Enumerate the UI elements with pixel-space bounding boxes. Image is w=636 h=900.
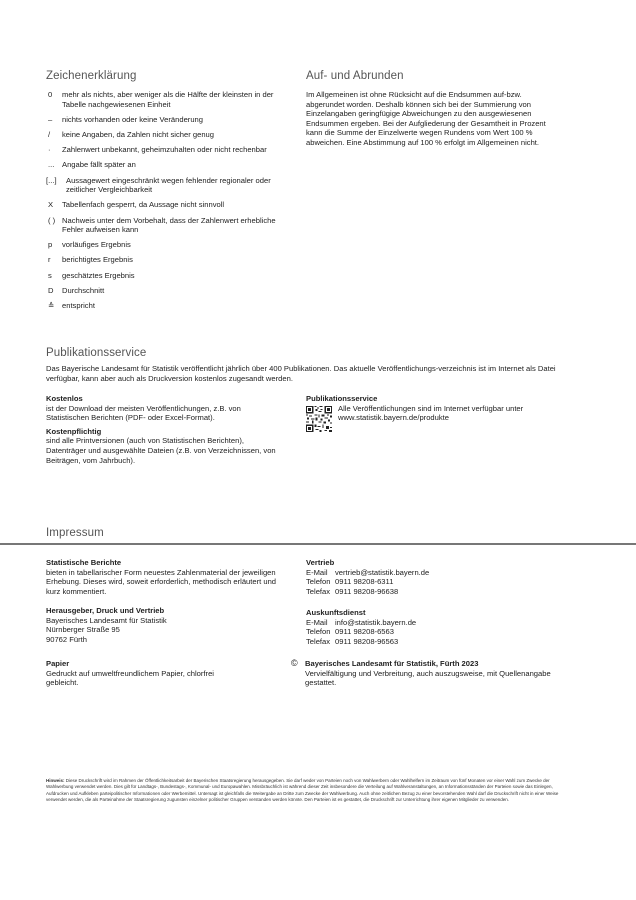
- service-link[interactable]: www.statistik.bayern.de/produkte: [338, 413, 450, 423]
- legend-description: geschätztes Ergebnis: [62, 270, 135, 280]
- legend-item: [46, 240, 296, 250]
- reports-text: bieten in tabellarischer Form neuestes Zahlenmaterial der jeweiligen Erhebung. Dieses wird, soweit erforderlich, methodisch erläutert und kurz kommentiert.: [46, 567, 277, 596]
- impressum-title: Impressum: [46, 527, 104, 539]
- publisher-line: 90762 Fürth: [46, 634, 87, 644]
- service-title: Publikationsservice: [306, 394, 378, 403]
- reports-block: [46, 558, 286, 596]
- publication-left: [46, 394, 281, 465]
- service-text: Alle Veröffentlichungen sind im Internet verfügbar unter: [338, 403, 524, 413]
- legend-description: Zahlenwert unbekannt, geheimzuhalten oder nicht rechenbar: [62, 145, 267, 155]
- legend-symbol: X: [48, 200, 54, 210]
- legend-symbol: ( ): [48, 215, 56, 225]
- legend-description: nichts vorhanden oder keine Veränderung: [62, 114, 204, 124]
- legend-list: [46, 90, 296, 311]
- legend-item: [46, 271, 296, 281]
- notice-text: Diese Druckschrift wird im Rahmen der Öffentlichkeitsarbeit der Bayerischen Staatsregierung herausgegeben. Sie darf weder von Parteien noch von Wahlwerbern oder Wahlhelfern im Zeitraum von fünf Monaten vor einer Wahl zum Zwecke der Wahlwerbung verwendet werden. Dies gilt für Landtags-, Bundestags-, Kommunal- und Europawahlen. Missbräuchlich ist während dieser Zeit insbesondere die Verteilung auf Wahlveranstaltungen, an Informationsständen der Parteien sowie das Einlegen, Aufdrucken und Aufkleben parteipolitischer Informationen oder Werbemittel. Untersagt ist gleichfalls die Weitergabe an Dritte zum Zwecke der Wahlwerbung. Auch ohne zeitlichen Bezug zu einer bevorstehenden Wahl darf die Druckschrift nicht in einer Weise verwendet werden, die als Parteinahme der Staatsregierung zugunsten einzelner politischer Gruppen verstanden werden könnte. Den Parteien ist es gestattet, die Druckschrift zur Unterrichtung ihrer eigenen Mitglieder zu verwenden.: [46, 778, 559, 802]
- sales-fax: 0911 98208-96638: [335, 586, 399, 596]
- info-email-label: E-Mail: [306, 617, 328, 627]
- legend-item: [46, 90, 296, 109]
- free-text: ist der Download der meisten Veröffentlichungen, z.B. von Statistischen Berichten (PDF- oder Excel-Format).: [46, 403, 241, 423]
- impressum-divider: [0, 543, 636, 545]
- legend-symbol: 0: [48, 90, 53, 99]
- legend-symbol: r: [48, 255, 51, 265]
- copyright-icon: ©: [291, 658, 298, 668]
- legend-item: [46, 216, 296, 235]
- legend-description: berichtigtes Ergebnis: [62, 255, 133, 265]
- notice-label: Hinweis:: [46, 778, 65, 783]
- legend-symbol: ...: [48, 160, 55, 170]
- rounding-title: Auf- und Abrunden: [306, 70, 404, 82]
- publication-section: [46, 347, 566, 383]
- rounding-text: Im Allgemeinen ist ohne Rücksicht auf die Endsummen auf-bzw. abgerundet worden. Deshalb können sich bei der Summierung von Einzelangaben geringfügige Abweichungen zu den ausgewiesenen Endsummen ergeben. Bei der Aufgliederung der Gesamtheit in Prozent kann die Summe der Einzelwerte wegen Rundens vom Wert 100 % abweichen. Eine Abstimmung auf 100 % erfolgt im Allgemeinen nicht.: [306, 90, 546, 147]
- legend-item: [46, 130, 296, 140]
- info-phone: 0911 98208-6563: [335, 627, 394, 637]
- copyright-block: [291, 659, 556, 688]
- legend-description: Tabellenfach gesperrt, da Aussage nicht sinnvoll: [62, 200, 225, 210]
- reports-title: Statistische Berichte: [46, 558, 122, 567]
- paid-text: sind alle Printversionen (auch von Statistischen Berichten), Datenträger und ausgewählte Dateien (z.B. von Verzeichnissen, von Beiträgen, vom Jahrbuch).: [46, 436, 276, 465]
- info-email[interactable]: info@statistik.bayern.de: [335, 617, 417, 627]
- info-block: [306, 608, 546, 646]
- legend-description: keine Angaben, da Zahlen nicht sicher genug: [62, 129, 214, 139]
- legend-symbol: [...]: [46, 175, 57, 185]
- legend-description: vorläufiges Ergebnis: [62, 240, 131, 250]
- legend-item: [46, 200, 296, 210]
- copyright-text: Vervielfältigung und Verbreitung, auch auszugsweise, mit Quellenangabe gestattet.: [305, 668, 551, 688]
- sales-email-label: E-Mail: [306, 567, 328, 577]
- sales-phone-label: Telefon: [306, 577, 331, 587]
- publication-intro: Das Bayerische Landesamt für Statistik veröffentlicht jährlich über 400 Publikationen. Das aktuelle Veröffentlichungs-verzeichnis ist im Internet als Datei verfügbar, kann aber auch als Druckversion kostenlos zugesandt werden.: [46, 364, 556, 383]
- legend-item: [46, 286, 296, 296]
- legend-description: Nachweis unter dem Vorbehalt, dass der Zahlenwert erhebliche Fehler aufweisen kann: [62, 215, 276, 235]
- publisher-block: [46, 606, 286, 644]
- publisher-line: Bayerisches Landesamt für Statistik: [46, 615, 167, 625]
- paper-block: [46, 659, 286, 688]
- publication-title: Publikationsservice: [46, 347, 147, 359]
- info-fax-label: Telefax: [306, 636, 331, 646]
- legend-symbol: ·: [48, 145, 51, 155]
- info-fax: 0911 98208-96563: [335, 636, 399, 646]
- legend-section: [46, 70, 296, 316]
- copyright-title: Bayerisches Landesamt für Statistik, Fürth 2023: [305, 659, 479, 668]
- legend-description: mehr als nichts, aber weniger als die Hälfte der kleinsten in der Tabelle nachgewiesenen Einheit: [62, 90, 274, 109]
- legend-item: [46, 176, 296, 195]
- legend-description: Aussagewert eingeschränkt wegen fehlender regionaler oder zeitlicher Vergleichbarkeit: [66, 175, 271, 195]
- legend-description: Durchschnitt: [62, 285, 105, 295]
- legend-symbol: s: [48, 270, 52, 280]
- paid-title: Kostenpflichtig: [46, 426, 102, 436]
- legend-title: Zeichenerklärung: [46, 70, 137, 82]
- publisher-line: Nürnberger Straße 95: [46, 625, 120, 635]
- legend-symbol: /: [48, 129, 51, 139]
- paper-text: Gedruckt auf umweltfreundlichem Papier, chlorfrei gebleicht.: [46, 668, 214, 688]
- legend-item: [46, 255, 296, 265]
- publisher-title: Herausgeber, Druck und Vertrieb: [46, 606, 165, 615]
- qr-code-icon[interactable]: [306, 406, 332, 432]
- sales-phone: 0911 98208-6311: [335, 577, 394, 587]
- publication-right: [306, 394, 546, 432]
- legend-symbol: p: [48, 240, 53, 250]
- legend-item: [46, 301, 296, 311]
- legend-description: Angabe fällt später an: [62, 160, 136, 170]
- rounding-section: [306, 70, 551, 148]
- sales-title: Vertrieb: [306, 558, 335, 567]
- sales-block: [306, 558, 546, 596]
- legend-description: entspricht: [62, 301, 95, 311]
- legend-item: [46, 145, 296, 155]
- legend-item: [46, 115, 296, 125]
- notice: [46, 778, 568, 803]
- paper-title: Papier: [46, 659, 70, 668]
- sales-fax-label: Telefax: [306, 586, 331, 596]
- legend-symbol: ≙: [48, 301, 55, 311]
- info-phone-label: Telefon: [306, 627, 331, 637]
- sales-email[interactable]: vertrieb@statistik.bayern.de: [335, 567, 430, 577]
- legend-item: [46, 160, 296, 170]
- free-title: Kostenlos: [46, 394, 83, 403]
- info-title: Auskunftsdienst: [306, 608, 366, 617]
- legend-symbol: D: [48, 285, 54, 295]
- legend-symbol: –: [48, 114, 53, 124]
